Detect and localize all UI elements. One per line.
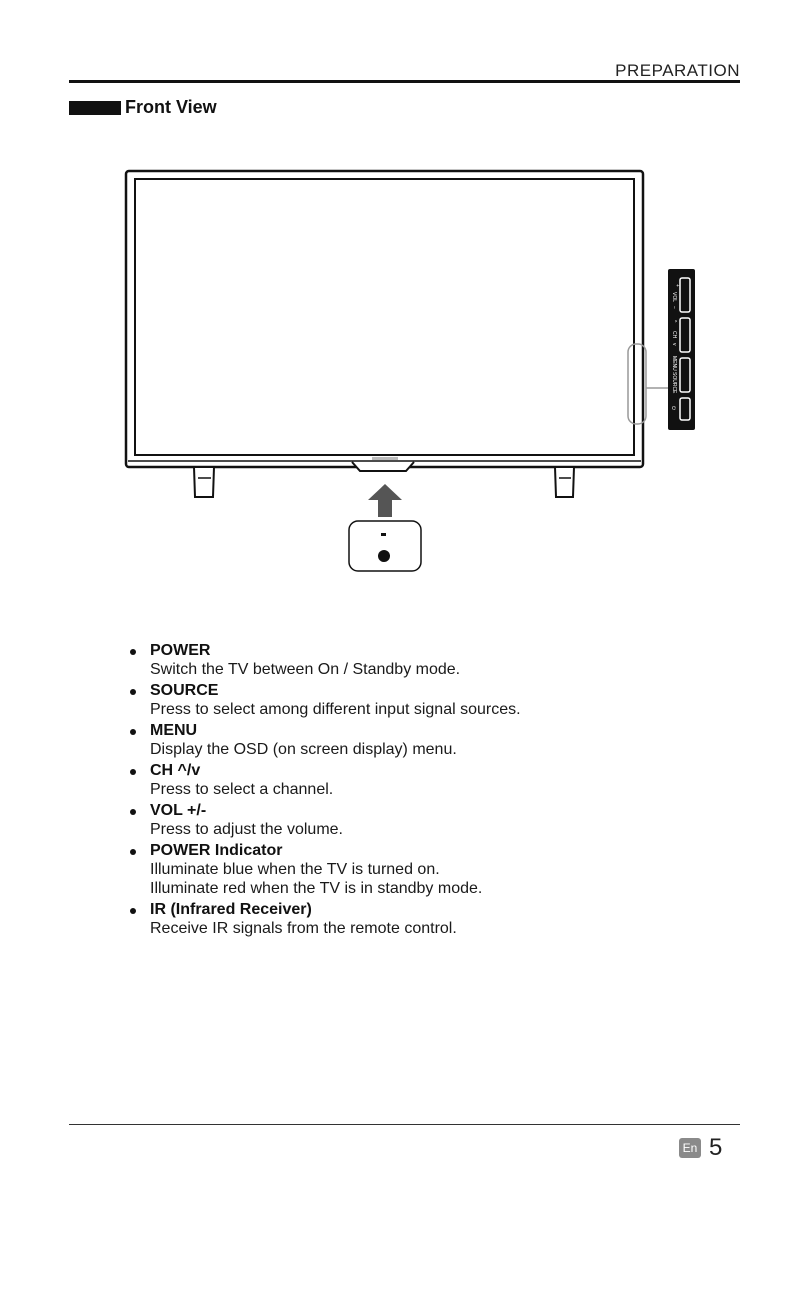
- up-arrow-icon: [368, 484, 402, 517]
- page-heading: Front View: [125, 97, 217, 117]
- tv-right-foot: [555, 467, 574, 497]
- list-item-menu: [130, 721, 730, 759]
- bullet-icon: [130, 689, 136, 695]
- item-title: SOURCE: [150, 682, 219, 699]
- ir-receiver-dot: [378, 550, 390, 562]
- tv-screen: [135, 179, 634, 455]
- tv-logo-mark: [372, 457, 398, 460]
- list-item-ch: [130, 761, 730, 799]
- list-item-vol: [130, 801, 730, 839]
- vol-label: VOL: [671, 292, 677, 303]
- bullet-icon: [130, 849, 136, 855]
- item-desc: Press to adjust the volume.: [150, 821, 343, 838]
- item-title: VOL +/-: [150, 802, 207, 819]
- item-desc: Display the OSD (on screen display) menu.: [150, 741, 457, 758]
- bullet-icon: [130, 809, 136, 815]
- item-title: MENU: [150, 722, 198, 739]
- item-desc: Illuminate blue when the TV is turned on.: [150, 861, 440, 878]
- list-item-source: [130, 681, 730, 719]
- item-title: POWER: [150, 642, 211, 659]
- source-label: SOURCE: [671, 372, 677, 394]
- power-symbol-label: ⏻: [670, 406, 676, 410]
- menu-label: MENU: [671, 356, 677, 371]
- tv-left-foot: [194, 467, 214, 497]
- bullet-icon: [130, 649, 136, 655]
- tv-front-view-illustration: [0, 0, 796, 600]
- bullet-icon: [130, 908, 136, 914]
- ch-label: CH: [671, 331, 677, 339]
- item-desc: Press to select a channel.: [150, 781, 334, 798]
- item-title: CH ^/v: [150, 762, 201, 779]
- footer-rule: [69, 1124, 740, 1125]
- sensor-detail-callout: [349, 521, 421, 571]
- item-desc: Switch the TV between On / Standby mode.: [150, 661, 461, 678]
- item-title: IR (Infrared Receiver): [150, 901, 312, 918]
- item-desc: Receive IR signals from the remote control.: [150, 920, 457, 937]
- item-title: POWER Indicator: [150, 842, 283, 859]
- list-item-power: [130, 641, 730, 679]
- bullet-icon: [130, 729, 136, 735]
- power-indicator-led: [381, 533, 386, 536]
- vol-minus-label: −: [671, 306, 677, 309]
- page-number: 5: [709, 1134, 723, 1161]
- item-desc: Press to select among different input signal sources.: [150, 701, 521, 718]
- list-item-power-indicator: [130, 841, 730, 898]
- sensor-housing: [352, 462, 414, 471]
- button-descriptions-list: [130, 641, 730, 940]
- ch-down-label: v: [671, 343, 677, 346]
- vol-plus-label: +: [674, 284, 680, 287]
- list-item-ir: [130, 900, 730, 938]
- language-badge: En: [679, 1138, 701, 1158]
- ch-up-label: ^: [671, 320, 677, 323]
- bullet-icon: [130, 769, 136, 775]
- item-desc: Illuminate red when the TV is in standby mode.: [150, 880, 483, 897]
- section-title: PREPARATION: [615, 61, 740, 80]
